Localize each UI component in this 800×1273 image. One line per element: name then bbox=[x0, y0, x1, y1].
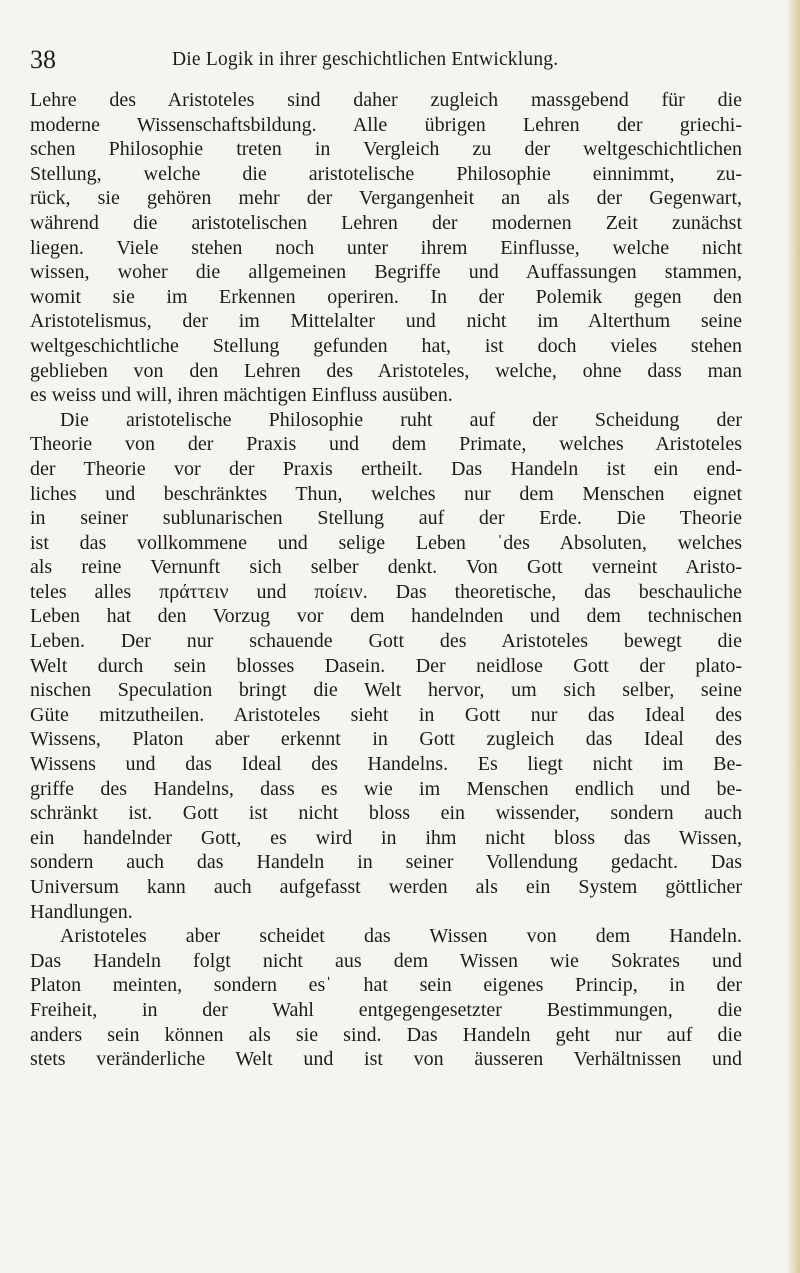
text-line: rück, sie gehören mehr der Vergangenheit an als der Gegenwart, bbox=[30, 187, 742, 210]
page-header bbox=[30, 44, 770, 76]
text-line: Welt durch sein blosses Dasein. Der neidlose Gott der plato- bbox=[30, 654, 742, 677]
text-line: Theorie von der Praxis und dem Primate, welches Aristoteles bbox=[30, 433, 742, 456]
text-line: in seiner sublunarischen Stellung auf der Erde. Die Theorie bbox=[30, 507, 742, 530]
page-number: 38 bbox=[30, 45, 56, 74]
text-line: wissen, woher die allgemeinen Begriffe und Auffassungen stammen, bbox=[30, 261, 742, 284]
running-title: Die Logik in ihrer geschichtlichen Entwicklung. bbox=[172, 49, 559, 70]
text-line: Stellung, welche die aristotelische Philosophie einnimmt, zu- bbox=[30, 162, 742, 185]
text-line: während die aristotelischen Lehren der modernen Zeit zunächst bbox=[30, 211, 742, 234]
body-text bbox=[30, 88, 742, 1072]
text-line: Platon meinten, sondern esˈ hat sein eigenes Princip, in der bbox=[30, 974, 742, 997]
text-line: schränkt ist. Gott ist nicht bloss ein wissender, sondern auch bbox=[30, 802, 742, 825]
text-line: Das Handeln folgt nicht aus dem Wissen wie Sokrates und bbox=[30, 949, 742, 972]
text-line: Lehre des Aristoteles sind daher zugleich massgebend für die bbox=[30, 89, 742, 111]
paragraph bbox=[30, 924, 742, 1072]
page-edge-shadow bbox=[786, 0, 800, 1273]
text-line: anders sein können als sie sind. Das Handeln geht nur auf die bbox=[30, 1023, 742, 1046]
text-line: stets veränderliche Welt und ist von äusseren Verhältnissen und bbox=[30, 1048, 742, 1071]
text-line: liches und beschränktes Thun, welches nur dem Menschen eignet bbox=[30, 482, 742, 505]
text-line: Leben. Der nur schauende Gott des Aristoteles bewegt die bbox=[30, 630, 742, 653]
text-line: womit sie im Erkennen operiren. In der Polemik gegen den bbox=[30, 285, 742, 308]
text-line: Leben hat den Vorzug vor dem handelnden und dem technischen bbox=[30, 605, 742, 628]
text-line: moderne Wissenschaftsbildung. Alle übrigen Lehren der griechi- bbox=[30, 113, 742, 136]
text-line: geblieben von den Lehren des Aristoteles, welche, ohne dass man bbox=[30, 359, 742, 382]
text-line: Universum kann auch aufgefasst werden als ein System göttlicher bbox=[30, 876, 742, 898]
text-line: der Theorie vor der Praxis ertheilt. Das Handeln ist ein end- bbox=[30, 457, 742, 480]
text-line: ein handelnder Gott, es wird in ihm nicht bloss das Wissen, bbox=[30, 826, 742, 849]
text-line: Handlungen. bbox=[30, 900, 133, 923]
text-line: nischen Speculation bringt die Welt hervor, um sich selber, seine bbox=[30, 679, 742, 702]
text-line: Wissens und das Ideal des Handelns. Es liegt nicht im Be- bbox=[30, 753, 742, 776]
text-line: teles alles πράττειν und ποίειν. Das theoretische, das beschauliche bbox=[30, 580, 742, 603]
text-line: es weiss und will, ihren mächtigen Einfluss ausüben. bbox=[30, 384, 453, 407]
text-line: als reine Vernunft sich selber denkt. Von Gott verneint Aristo- bbox=[30, 556, 742, 579]
text-line: Freiheit, in der Wahl entgegengesetzter Bestimmungen, die bbox=[30, 998, 742, 1021]
text-line: Wissens, Platon aber erkennt in Gott zugleich das Ideal des bbox=[30, 728, 742, 751]
text-line: liegen. Viele stehen noch unter ihrem Einflusse, welche nicht bbox=[30, 236, 742, 259]
text-line: ist das vollkommene und selige Leben ˈdes Absoluten, welches bbox=[30, 531, 742, 554]
text-line: schen Philosophie treten in Vergleich zu der weltgeschichtlichen bbox=[30, 138, 742, 161]
text-line: Güte mitzutheilen. Aristoteles sieht in Gott nur das Ideal des bbox=[30, 703, 742, 726]
text-line: Aristotelismus, der im Mittelalter und nicht im Alterthum seine bbox=[30, 310, 742, 333]
paragraph bbox=[30, 88, 742, 408]
text-line: sondern auch das Handeln in seiner Vollendung gedacht. Das bbox=[30, 851, 742, 874]
text-line: Die aristotelische Philosophie ruht auf der Scheidung der bbox=[60, 408, 742, 431]
paragraph bbox=[30, 408, 742, 924]
text-line: griffe des Handelns, dass es wie im Menschen endlich und be- bbox=[30, 777, 742, 800]
text-line: Aristoteles aber scheidet das Wissen von dem Handeln. bbox=[60, 925, 742, 948]
text-line: weltgeschichtliche Stellung gefunden hat, ist doch vieles stehen bbox=[30, 334, 742, 357]
